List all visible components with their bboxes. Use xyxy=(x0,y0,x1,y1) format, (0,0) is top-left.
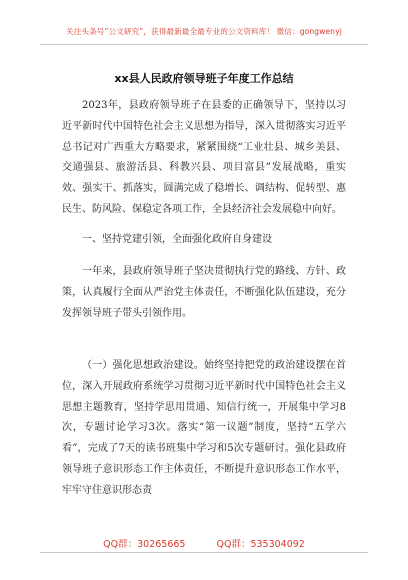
section-heading-text: 一、坚持党建引领，全面强化政府自身建设 xyxy=(82,234,272,245)
header-divider xyxy=(40,44,368,45)
subsection-1-body xyxy=(62,356,346,502)
footer-divider xyxy=(40,552,368,553)
document-title: xx县人民政府领导班子年度工作总结 xyxy=(114,72,294,85)
footer-qq-group-1: QQ群：30265665 xyxy=(103,539,186,550)
header-banner: 关注头条号“公文研究”，获得最新最全最专业的公文资料库！ 微信：gongwenyj xyxy=(66,27,342,36)
subsection-1-paragraph: （一）强化思想政治建设。始终坚持把党的政治建设摆在首位，深入开展政府系统学习贯彻习近平新时代中国特色社会主义思想主题教育，坚持学思用贯通、知信行统一，开展集中学习8次，专题讨论学习3次。落实“第一议题”制度，坚持“五学六看”，完成了7天的读书班集中学习和5次专题研讨。强化县政府领导班子意识形态工作主体责任，不断提升意识形态工作水平，牢牢守住意识形态责 xyxy=(62,360,346,496)
section-heading-1 xyxy=(62,230,346,251)
footer-qq-group-2: QQ群：535304092 xyxy=(216,539,305,550)
section-1-body xyxy=(62,262,346,324)
footer-contact xyxy=(0,536,408,550)
section-1-paragraph: 一年来，县政府领导班子坚决贯彻执行党的路线、方针、政策，认真履行全面从严治党主体责任，不断强化队伍建设，充分发挥领导班子带头引领作用。 xyxy=(62,266,346,319)
intro-paragraph: 2023年，县政府领导班子在县委的正确领导下，坚持以习近平新时代中国特色社会主义思想为指导，深入贯彻落实习近平总书记对广西重大方略要求，紧紧围绕“工业壮县、城乡美县、交通强县、旅游活县、科教兴县、项目富县”发展战略，重实效、强实干、抓落实，圆满完成了稳增长、调结构、促转型、惠民生、防风险、保稳定各项工作，全县经济社会发展稳中向好。 xyxy=(62,100,346,215)
intro-section xyxy=(62,96,346,221)
